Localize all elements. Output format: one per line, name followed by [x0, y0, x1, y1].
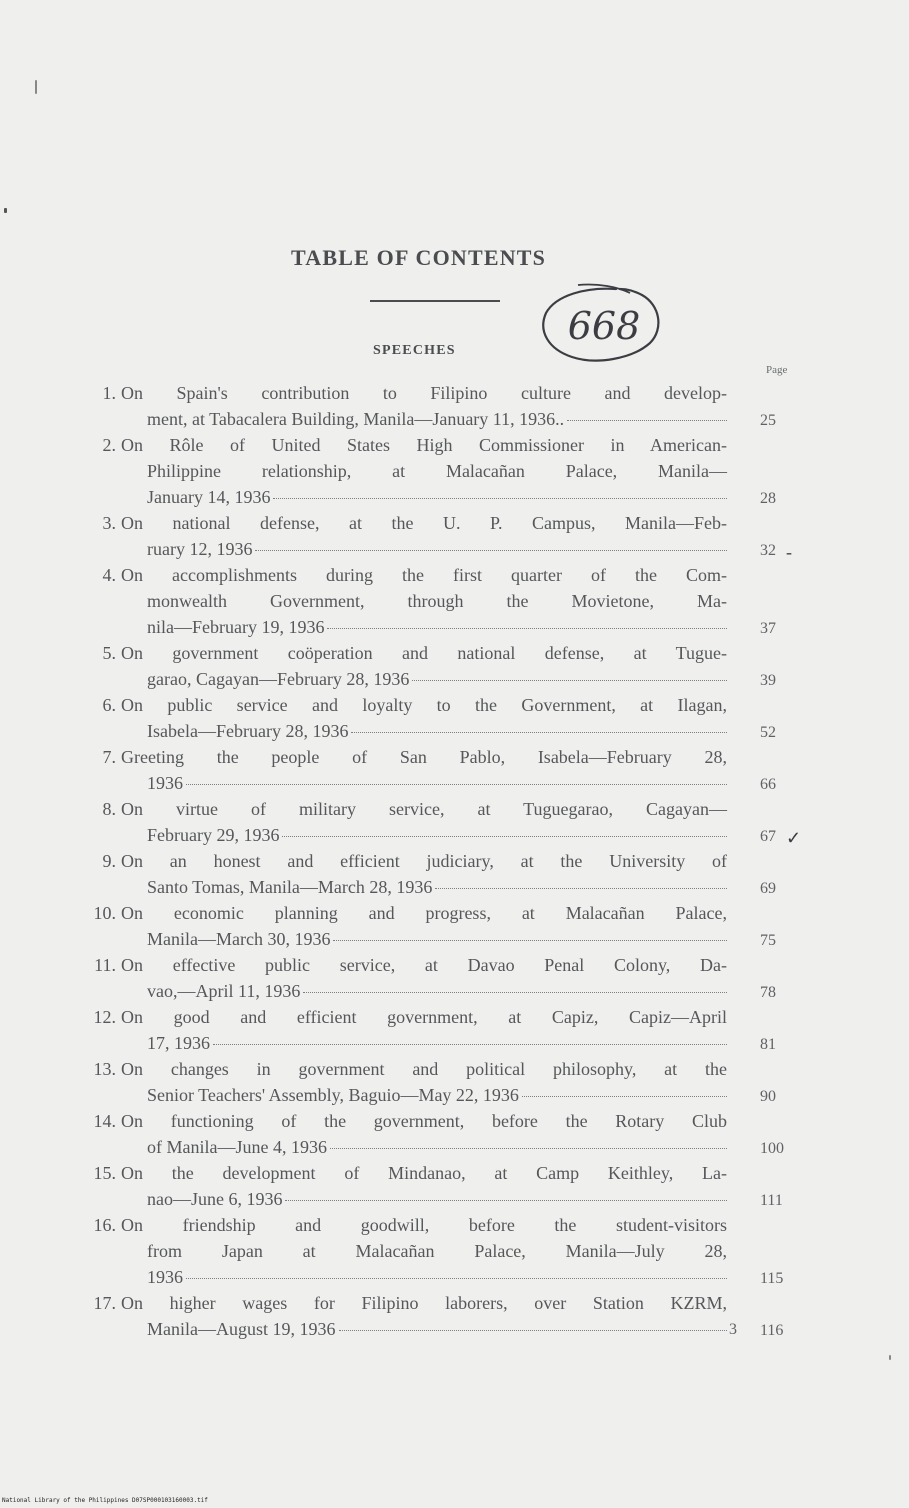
toc-entry-line [0, 1316, 909, 1342]
toc-entry-line [0, 978, 909, 1004]
toc-entry [0, 1160, 909, 1212]
entry-text [147, 1032, 727, 1054]
entry-text-segment: 1936 [147, 773, 183, 793]
entry-page-number: 78 [760, 984, 776, 1001]
toc-entry [0, 1056, 909, 1108]
toc-entry-line [0, 1108, 909, 1134]
toc-entry-line [0, 406, 909, 432]
entry-page-number: 32 [760, 542, 776, 559]
entry-text-segment: Manila—August 19, 1936 [147, 1319, 336, 1339]
entry-text [147, 408, 727, 430]
toc-entry-line [0, 1238, 909, 1264]
entry-text: On higher wages for Filipino laborers, over Station KZRM, [121, 1293, 727, 1313]
page-column-label: Page [766, 364, 788, 376]
toc-entry-line [0, 952, 909, 978]
entry-number: 8. [102, 799, 116, 819]
toc-entry-line [0, 484, 909, 510]
entry-number: 16. [93, 1215, 116, 1235]
entry-number: 9. [102, 851, 116, 871]
entry-text: from Japan at Malacañan Palace, Manila—July 28, [147, 1241, 727, 1261]
entry-text: On national defense, at the U. P. Campus, Manila—Feb- [121, 513, 727, 533]
toc-entry-line [0, 1186, 909, 1212]
toc-entry-line [0, 510, 909, 536]
toc-entry-line [0, 1264, 909, 1290]
entry-page-number: 39 [760, 672, 776, 689]
dot-leader [213, 1043, 727, 1045]
entry-text [147, 668, 727, 690]
toc-entry-line [0, 926, 909, 952]
entry-text [147, 1136, 727, 1158]
dot-leader [186, 783, 727, 785]
toc-entry [0, 640, 909, 692]
toc-entry [0, 952, 909, 1004]
entry-page-number: 115 [760, 1270, 784, 1287]
section-heading: SPEECHES [373, 343, 456, 358]
entry-page-number: 100 [760, 1140, 784, 1157]
title-rule [370, 300, 500, 302]
entry-page-number: 52 [760, 724, 776, 741]
dot-leader [273, 497, 727, 499]
toc-entry [0, 848, 909, 900]
entry-text-segment: of Manila—June 4, 1936 [147, 1137, 327, 1157]
handwritten-check-mark: - [786, 542, 792, 562]
toc-entry-line [0, 874, 909, 900]
toc-entry-line [0, 692, 909, 718]
entry-page-number: 116 [760, 1322, 784, 1339]
entry-page-number: 111 [760, 1192, 783, 1209]
dot-leader [327, 627, 727, 629]
handwritten-number-text: 668 [567, 304, 641, 348]
scan-mark [35, 80, 37, 94]
entry-text: monwealth Government, through the Movietone, Ma- [147, 591, 727, 611]
dot-leader [339, 1329, 728, 1331]
entry-number: 6. [102, 695, 116, 715]
toc-entry [0, 1290, 909, 1342]
entry-text: On the development of Mindanao, at Camp Keithley, La- [121, 1163, 727, 1183]
toc-entry [0, 1004, 909, 1056]
dot-leader [351, 731, 727, 733]
toc-entry [0, 744, 909, 796]
toc-entry-line [0, 744, 909, 770]
entry-text: On government coöperation and national defense, at Tugue- [121, 643, 727, 663]
entry-text: On public service and loyalty to the Government, at Ilagan, [121, 695, 727, 715]
toc-entry [0, 796, 909, 848]
dot-leader [435, 887, 727, 889]
entry-page-number: 25 [760, 412, 776, 429]
toc-entry-line [0, 1212, 909, 1238]
entry-text: Philippine relationship, at Malacañan Palace, Manila— [147, 461, 727, 481]
toc-entry-line [0, 536, 909, 562]
entry-page-number: 69 [760, 880, 776, 897]
entry-text-segment: 1936 [147, 1267, 183, 1287]
toc-entry-line [0, 458, 909, 484]
entry-number: 17. [93, 1293, 116, 1313]
entry-number: 5. [102, 643, 116, 663]
toc-entry-line [0, 718, 909, 744]
entry-text-segment: ruary 12, 1936 [147, 539, 253, 559]
entry-text [147, 1084, 727, 1106]
toc-entry [0, 900, 909, 952]
toc-entry-line [0, 588, 909, 614]
entry-text-segment: Manila—March 30, 1936 [147, 929, 331, 949]
entry-page-number: 90 [760, 1088, 776, 1105]
entry-text [147, 538, 727, 560]
toc-entry-line [0, 432, 909, 458]
entry-text [147, 772, 727, 794]
entry-text: On changes in government and political philosophy, at the [121, 1059, 727, 1079]
entry-number: 4. [102, 565, 116, 585]
page-title: TABLE OF CONTENTS [291, 245, 547, 270]
toc-entry-line [0, 1004, 909, 1030]
entry-text [147, 720, 727, 742]
handwritten-check-mark: ✓ [786, 828, 802, 848]
entry-text-segment: garao, Cagayan—February 28, 1936 [147, 669, 410, 689]
entry-page-number: 66 [760, 776, 776, 793]
entry-text-segment: nao—June 6, 1936 [147, 1189, 283, 1209]
dot-leader [303, 991, 727, 993]
entry-number: 11. [94, 955, 116, 975]
table-of-contents [0, 380, 909, 1342]
toc-entry-line [0, 1030, 909, 1056]
entry-page-number: 67 [760, 828, 776, 845]
entry-number: 3. [102, 513, 116, 533]
entry-number: 13. [93, 1059, 116, 1079]
entry-text [147, 1318, 727, 1340]
toc-entry [0, 432, 909, 510]
entry-text [147, 928, 727, 950]
dot-leader [522, 1095, 727, 1097]
entry-text-segment: February 29, 1936 [147, 825, 280, 845]
entry-page-number: 37 [760, 620, 776, 637]
dot-leader [282, 835, 727, 837]
entry-text: Greeting the people of San Pablo, Isabela—February 28, [121, 747, 727, 767]
entry-number: 2. [102, 435, 116, 455]
entry-text: On Spain's contribution to Filipino culture and develop- [121, 383, 727, 403]
entry-page-number: 75 [760, 932, 776, 949]
entry-text-segment: January 14, 1936 [147, 487, 271, 507]
toc-entry [0, 562, 909, 640]
toc-entry-line [0, 1056, 909, 1082]
entry-text: On functioning of the government, before the Rotary Club [121, 1111, 727, 1131]
entry-text: On an honest and efficient judiciary, at the University of [121, 851, 727, 871]
dot-leader [285, 1199, 727, 1201]
toc-entry-line [0, 1134, 909, 1160]
entry-text [147, 1266, 727, 1288]
entry-text [147, 616, 727, 638]
toc-entry [0, 510, 909, 562]
footer-credit: National Library of the Philippines D07SP000103160003.tif [2, 1497, 208, 1504]
toc-entry-line [0, 666, 909, 692]
entry-text: On economic planning and progress, at Malacañan Palace, [121, 903, 727, 923]
toc-entry [0, 1212, 909, 1290]
toc-entry [0, 380, 909, 432]
toc-entry-line [0, 796, 909, 822]
dot-leader [255, 549, 727, 551]
toc-entry [0, 1108, 909, 1160]
entry-text-segment: 17, 1936 [147, 1033, 210, 1053]
scan-mark [4, 208, 7, 213]
entry-text [147, 486, 727, 508]
dot-leader [333, 939, 727, 941]
entry-text: On good and efficient government, at Capiz, Capiz—April [121, 1007, 727, 1027]
toc-entry-line [0, 614, 909, 640]
toc-entry-line [0, 1290, 909, 1316]
entry-text: On virtue of military service, at Tuguegarao, Cagayan— [121, 799, 727, 819]
toc-entry-line [0, 1160, 909, 1186]
toc-entry-line [0, 822, 909, 848]
entry-text-segment: ment, at Tabacalera Building, Manila—January 11, 1936.. [147, 409, 565, 429]
entry-number: 15. [93, 1163, 116, 1183]
entry-text [147, 1188, 727, 1210]
entry-number: 1. [102, 383, 116, 403]
scan-mark [889, 1355, 891, 1360]
toc-entry-line [0, 1082, 909, 1108]
toc-entry-line [0, 380, 909, 406]
entry-text-segment: vao,—April 11, 1936 [147, 981, 301, 1001]
toc-entry-line [0, 770, 909, 796]
entry-number: 14. [93, 1111, 116, 1131]
entry-text [147, 824, 727, 846]
entry-text [147, 980, 727, 1002]
dot-leader [186, 1277, 727, 1279]
entry-page-number: 81 [760, 1036, 776, 1053]
entry-number: 10. [93, 903, 116, 923]
toc-entry-line [0, 640, 909, 666]
toc-entry-line [0, 900, 909, 926]
entry-number: 7. [102, 747, 116, 767]
entry-text-segment: Senior Teachers' Assembly, Baguio—May 22, 1936 [147, 1085, 519, 1105]
entry-text-segment: nila—February 19, 1936 [147, 617, 325, 637]
dot-leader [412, 679, 727, 681]
page-number: 3 [729, 1321, 737, 1338]
dot-leader [330, 1147, 727, 1149]
entry-page-number: 28 [760, 490, 776, 507]
entry-text: On effective public service, at Davao Penal Colony, Da- [121, 955, 727, 975]
entry-text-segment: Isabela—February 28, 1936 [147, 721, 349, 741]
handwritten-annotation [538, 283, 668, 373]
entry-text: On accomplishments during the first quarter of the Com- [121, 565, 727, 585]
entry-text: On Rôle of United States High Commissioner in American- [121, 435, 727, 455]
entry-number: 12. [93, 1007, 116, 1027]
entry-text: On friendship and goodwill, before the student-visitors [121, 1215, 727, 1235]
dot-leader [567, 419, 727, 421]
toc-entry-line [0, 562, 909, 588]
entry-text-segment: Santo Tomas, Manila—March 28, 1936 [147, 877, 433, 897]
entry-text [147, 876, 727, 898]
toc-entry-line [0, 848, 909, 874]
toc-entry [0, 692, 909, 744]
